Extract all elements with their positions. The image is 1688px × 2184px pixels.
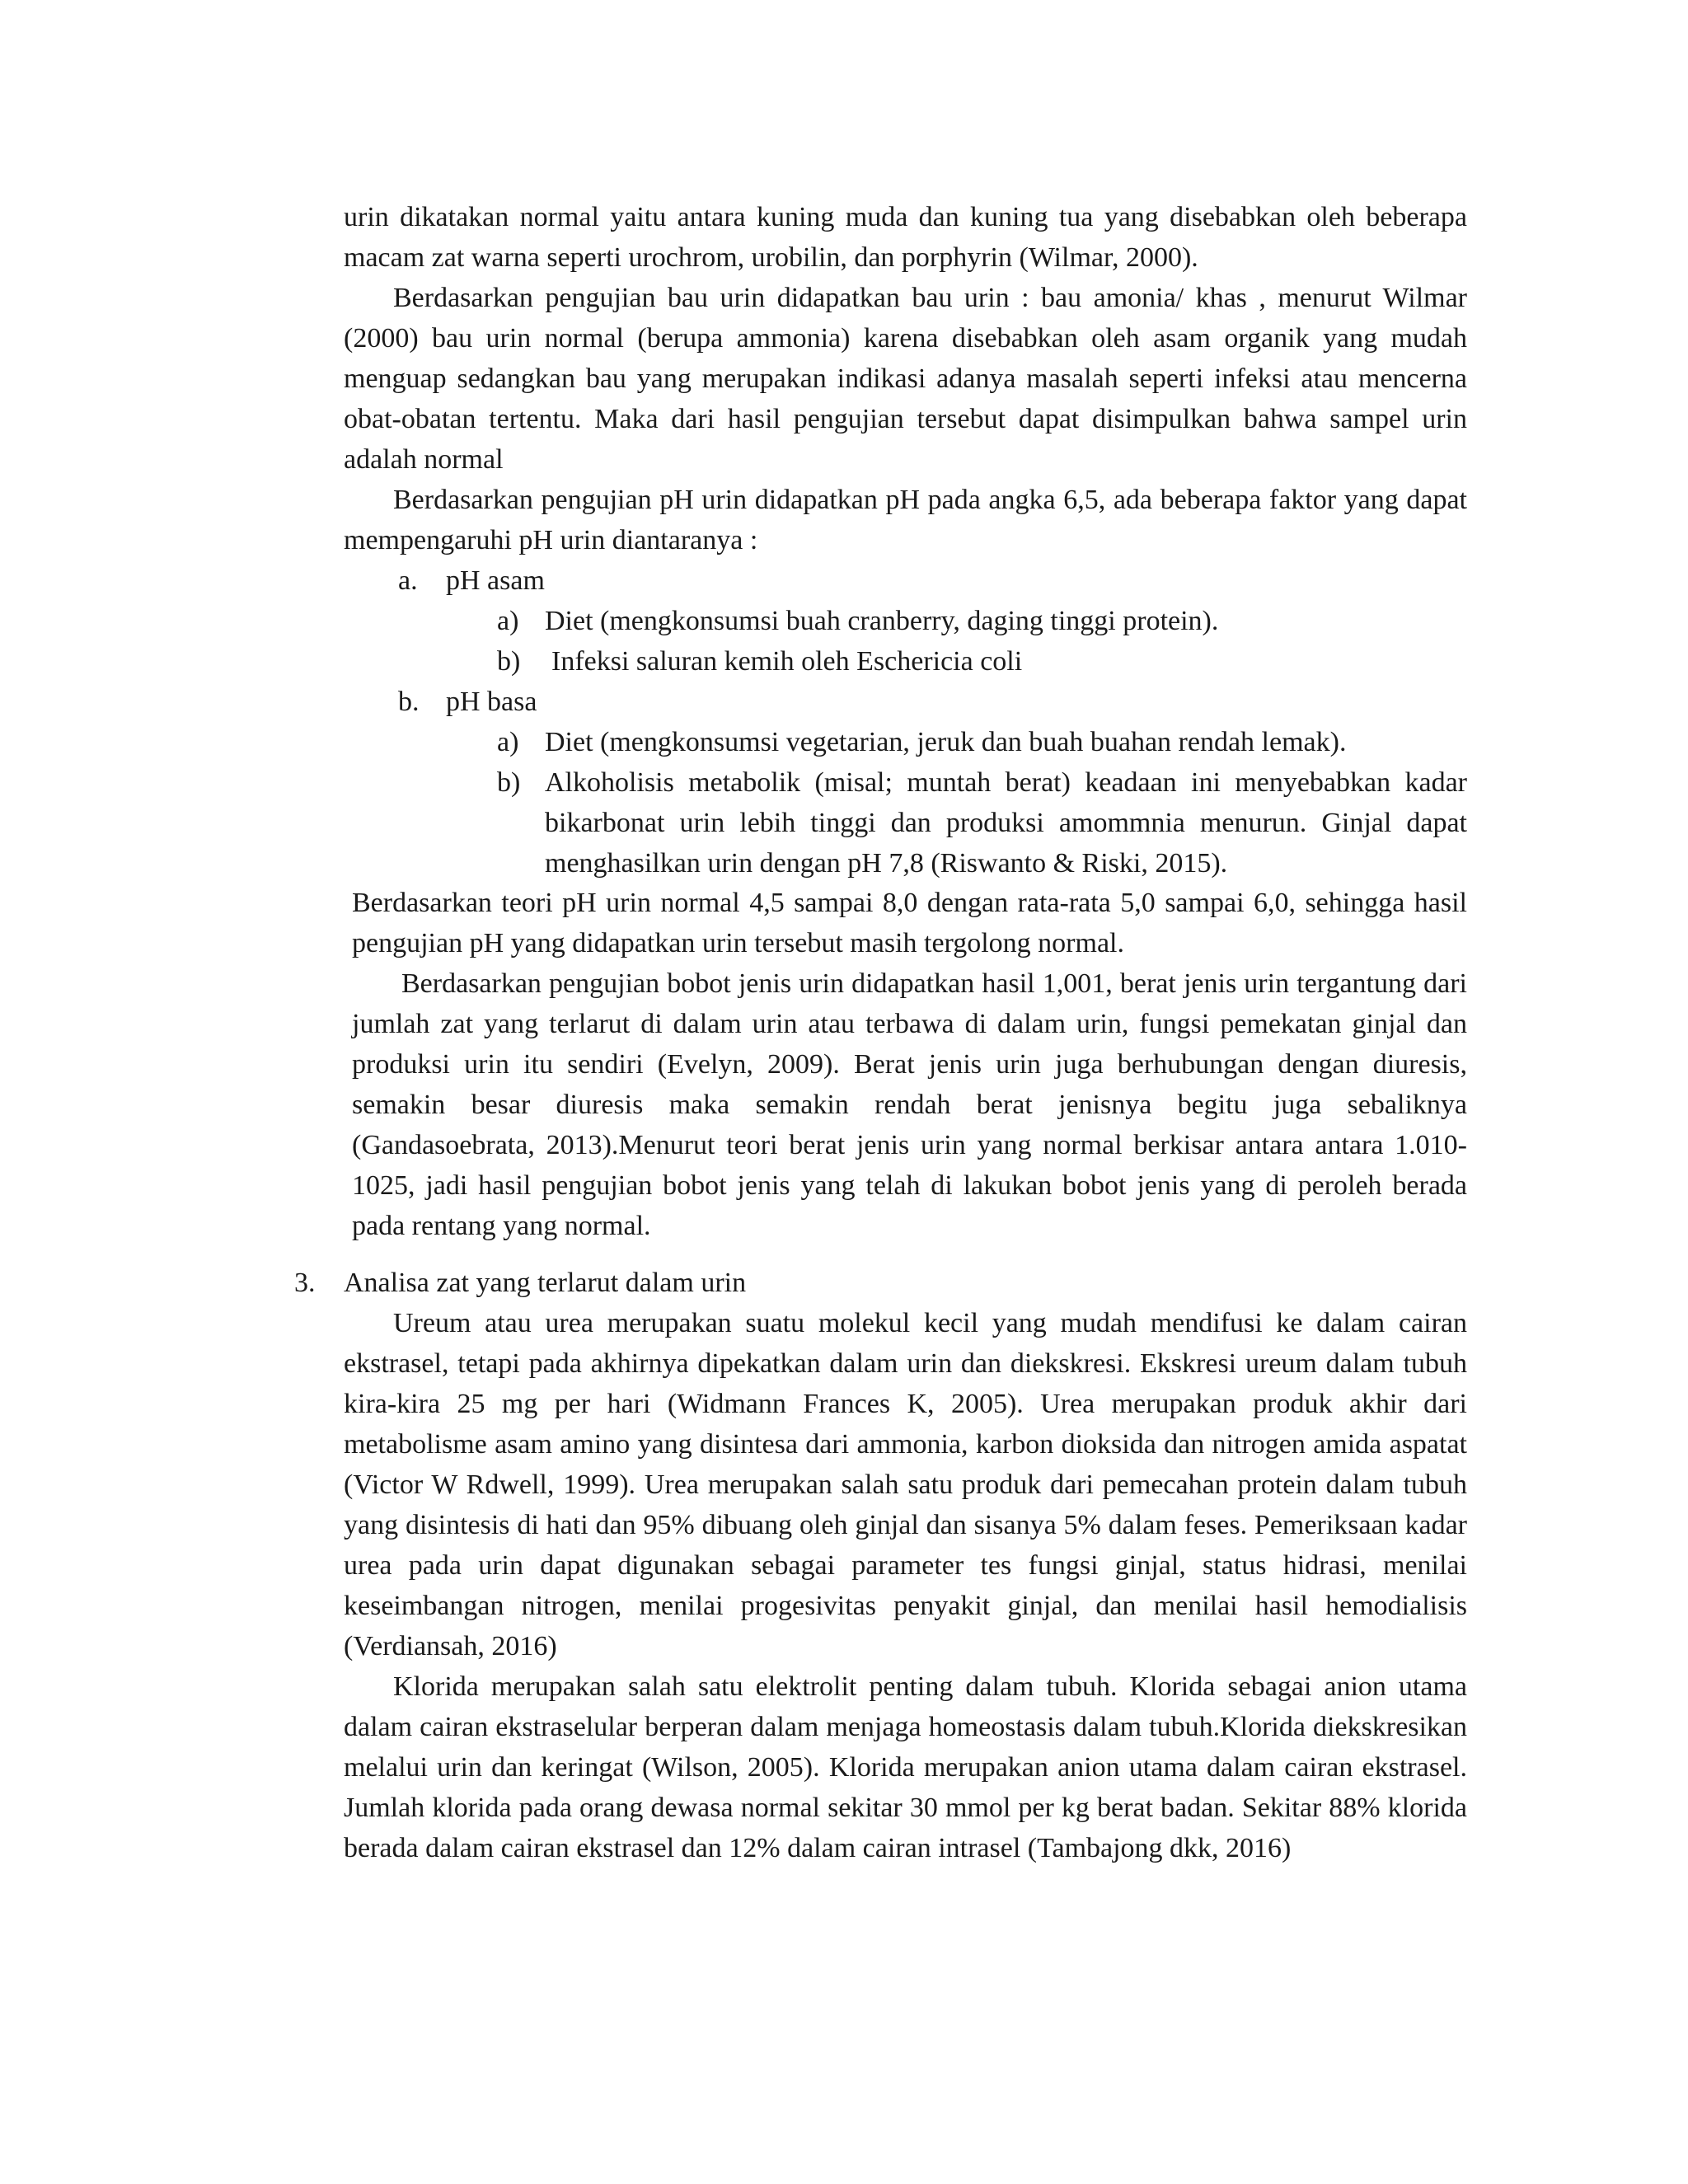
list-marker: a) xyxy=(497,727,519,757)
list-marker: a. xyxy=(398,565,418,596)
list-item-text: Infeksi saluran kemih oleh Eschericia coli xyxy=(551,646,1023,677)
section-3-heading xyxy=(294,1263,746,1303)
list-item-label: pH basa xyxy=(446,687,537,717)
sublist-item-alkoholisis xyxy=(497,762,1467,883)
paragraph-specific-gravity: Berdasarkan pengujian bobot jenis urin didapatkan hasil 1,001, berat jenis urin tergantung dari jumlah zat yang terlarut di dalam urin atau terbawa di dalam urin, fungsi pemekatan ginjal dan produksi urin itu sendiri (Evelyn, 2009). Berat jenis urin juga berhubungan dengan diuresis, semakin besar diuresis maka semakin rendah berat jenisnya begitu juga sebaliknya (Gandasoebrata, 2013).Menurut teori berat jenis urin yang normal berkisar antara antara 1.010-1025, jadi hasil pengujian bobot jenis yang telah di lakukan bobot jenis yang di peroleh berada pada rentang yang normal. xyxy=(352,968,1467,1241)
paragraph-urine-ph: Berdasarkan pengujian pH urin didapatkan pH pada angka 6,5, ada beberapa faktor yang dapat mempengaruhi pH urin diantaranya : xyxy=(344,485,1467,555)
list-item-text: Alkoholisis metabolik (misal; muntah berat) keadaan ini menyebabkan kadar bikarbonat urin lebih tinggi dan produksi amommnia menurun. Ginjal dapat menghasilkan urin dengan pH 7,8 (Riswanto & Riski, 2015). xyxy=(545,767,1467,879)
paragraph-ureum: Ureum atau urea merupakan suatu molekul kecil yang mudah mendifusi ke dalam cairan ekstrasel, tetapi pada akhirnya dipekatkan dalam urin dan diekskresi. Ekskresi ureum dalam tubuh kira-kira 25 mg per hari (Widmann Frances K, 2005). Urea merupakan produk akhir dari metabolisme asam amino yang disintesa dari ammonia, karbon dioksida dan nitrogen amida aspatat (Victor W Rdwell, 1999). Urea merupakan salah satu produk dari pemecahan protein dalam tubuh yang disintesis di hati dan 95% dibuang oleh ginjal dan sisanya 5% dalam feses. Pemeriksaan kadar urea pada urin dapat digunakan sebagai parameter tes fungsi ginjal, status hidrasi, menilai keseimbangan nitrogen, menilai progesivitas penyakit ginjal, dan menilai hasil hemodialisis (Verdiansah, 2016) xyxy=(344,1308,1467,1661)
paragraph-urine-color: urin dikatakan normal yaitu antara kuning muda dan kuning tua yang disebabkan oleh beberapa macam zat warna seperti urochrom, urobilin, dan porphyrin (Wilmar, 2000). xyxy=(344,202,1467,273)
list-item-text: Diet (mengkonsumsi buah cranberry, daging tinggi protein). xyxy=(545,606,1219,636)
paragraph-urine-odor: Berdasarkan pengujian bau urin didapatkan bau urin : bau amonia/ khas , menurut Wilmar (2000) bau urin normal (berupa ammonia) karena disebabkan oleh asam organik yang mudah menguap sedangkan bau yang merupakan indikasi adanya masalah seperti infeksi atau mencerna obat-obatan tertentu. Maka dari hasil pengujian tersebut dapat disimpulkan bahwa sampel urin adalah normal xyxy=(344,283,1467,475)
sublist-item-infeksi xyxy=(497,641,1022,682)
list-item-label: pH asam xyxy=(446,565,545,596)
list-marker: b. xyxy=(398,687,420,717)
list-item-text: Diet (mengkonsumsi vegetarian, jeruk dan buah buahan rendah lemak). xyxy=(545,727,1347,757)
list-item-ph-asam xyxy=(398,560,545,601)
section-title: Analisa zat yang terlarut dalam urin xyxy=(344,1268,747,1298)
section-number: 3. xyxy=(294,1268,316,1298)
paragraph-klorida: Klorida merupakan salah satu elektrolit penting dalam tubuh. Klorida sebagai anion utama dalam cairan ekstraselular berperan dalam menjaga homeostasis dalam tubuh.Klorida diekskresikan melalui urin dan keringat (Wilson, 2005). Klorida merupakan anion utama dalam cairan ekstrasel. Jumlah klorida pada orang dewasa normal sekitar 30 mmol per kg berat badan. Sekitar 88% klorida berada dalam cairan ekstrasel dan 12% dalam cairan intrasel (Tambajong dkk, 2016) xyxy=(344,1671,1467,1863)
sublist-item-diet-asam xyxy=(497,601,1218,641)
list-marker: b) xyxy=(497,646,521,677)
list-marker: b) xyxy=(497,767,521,798)
list-marker: a) xyxy=(497,606,519,636)
paragraph-ph-theory: Berdasarkan teori pH urin normal 4,5 sampai 8,0 dengan rata-rata 5,0 sampai 6,0, sehingga hasil pengujian pH yang didapatkan urin tersebut masih tergolong normal. xyxy=(352,888,1467,958)
sublist-item-diet-basa xyxy=(497,722,1346,762)
list-item-ph-basa xyxy=(398,682,537,722)
